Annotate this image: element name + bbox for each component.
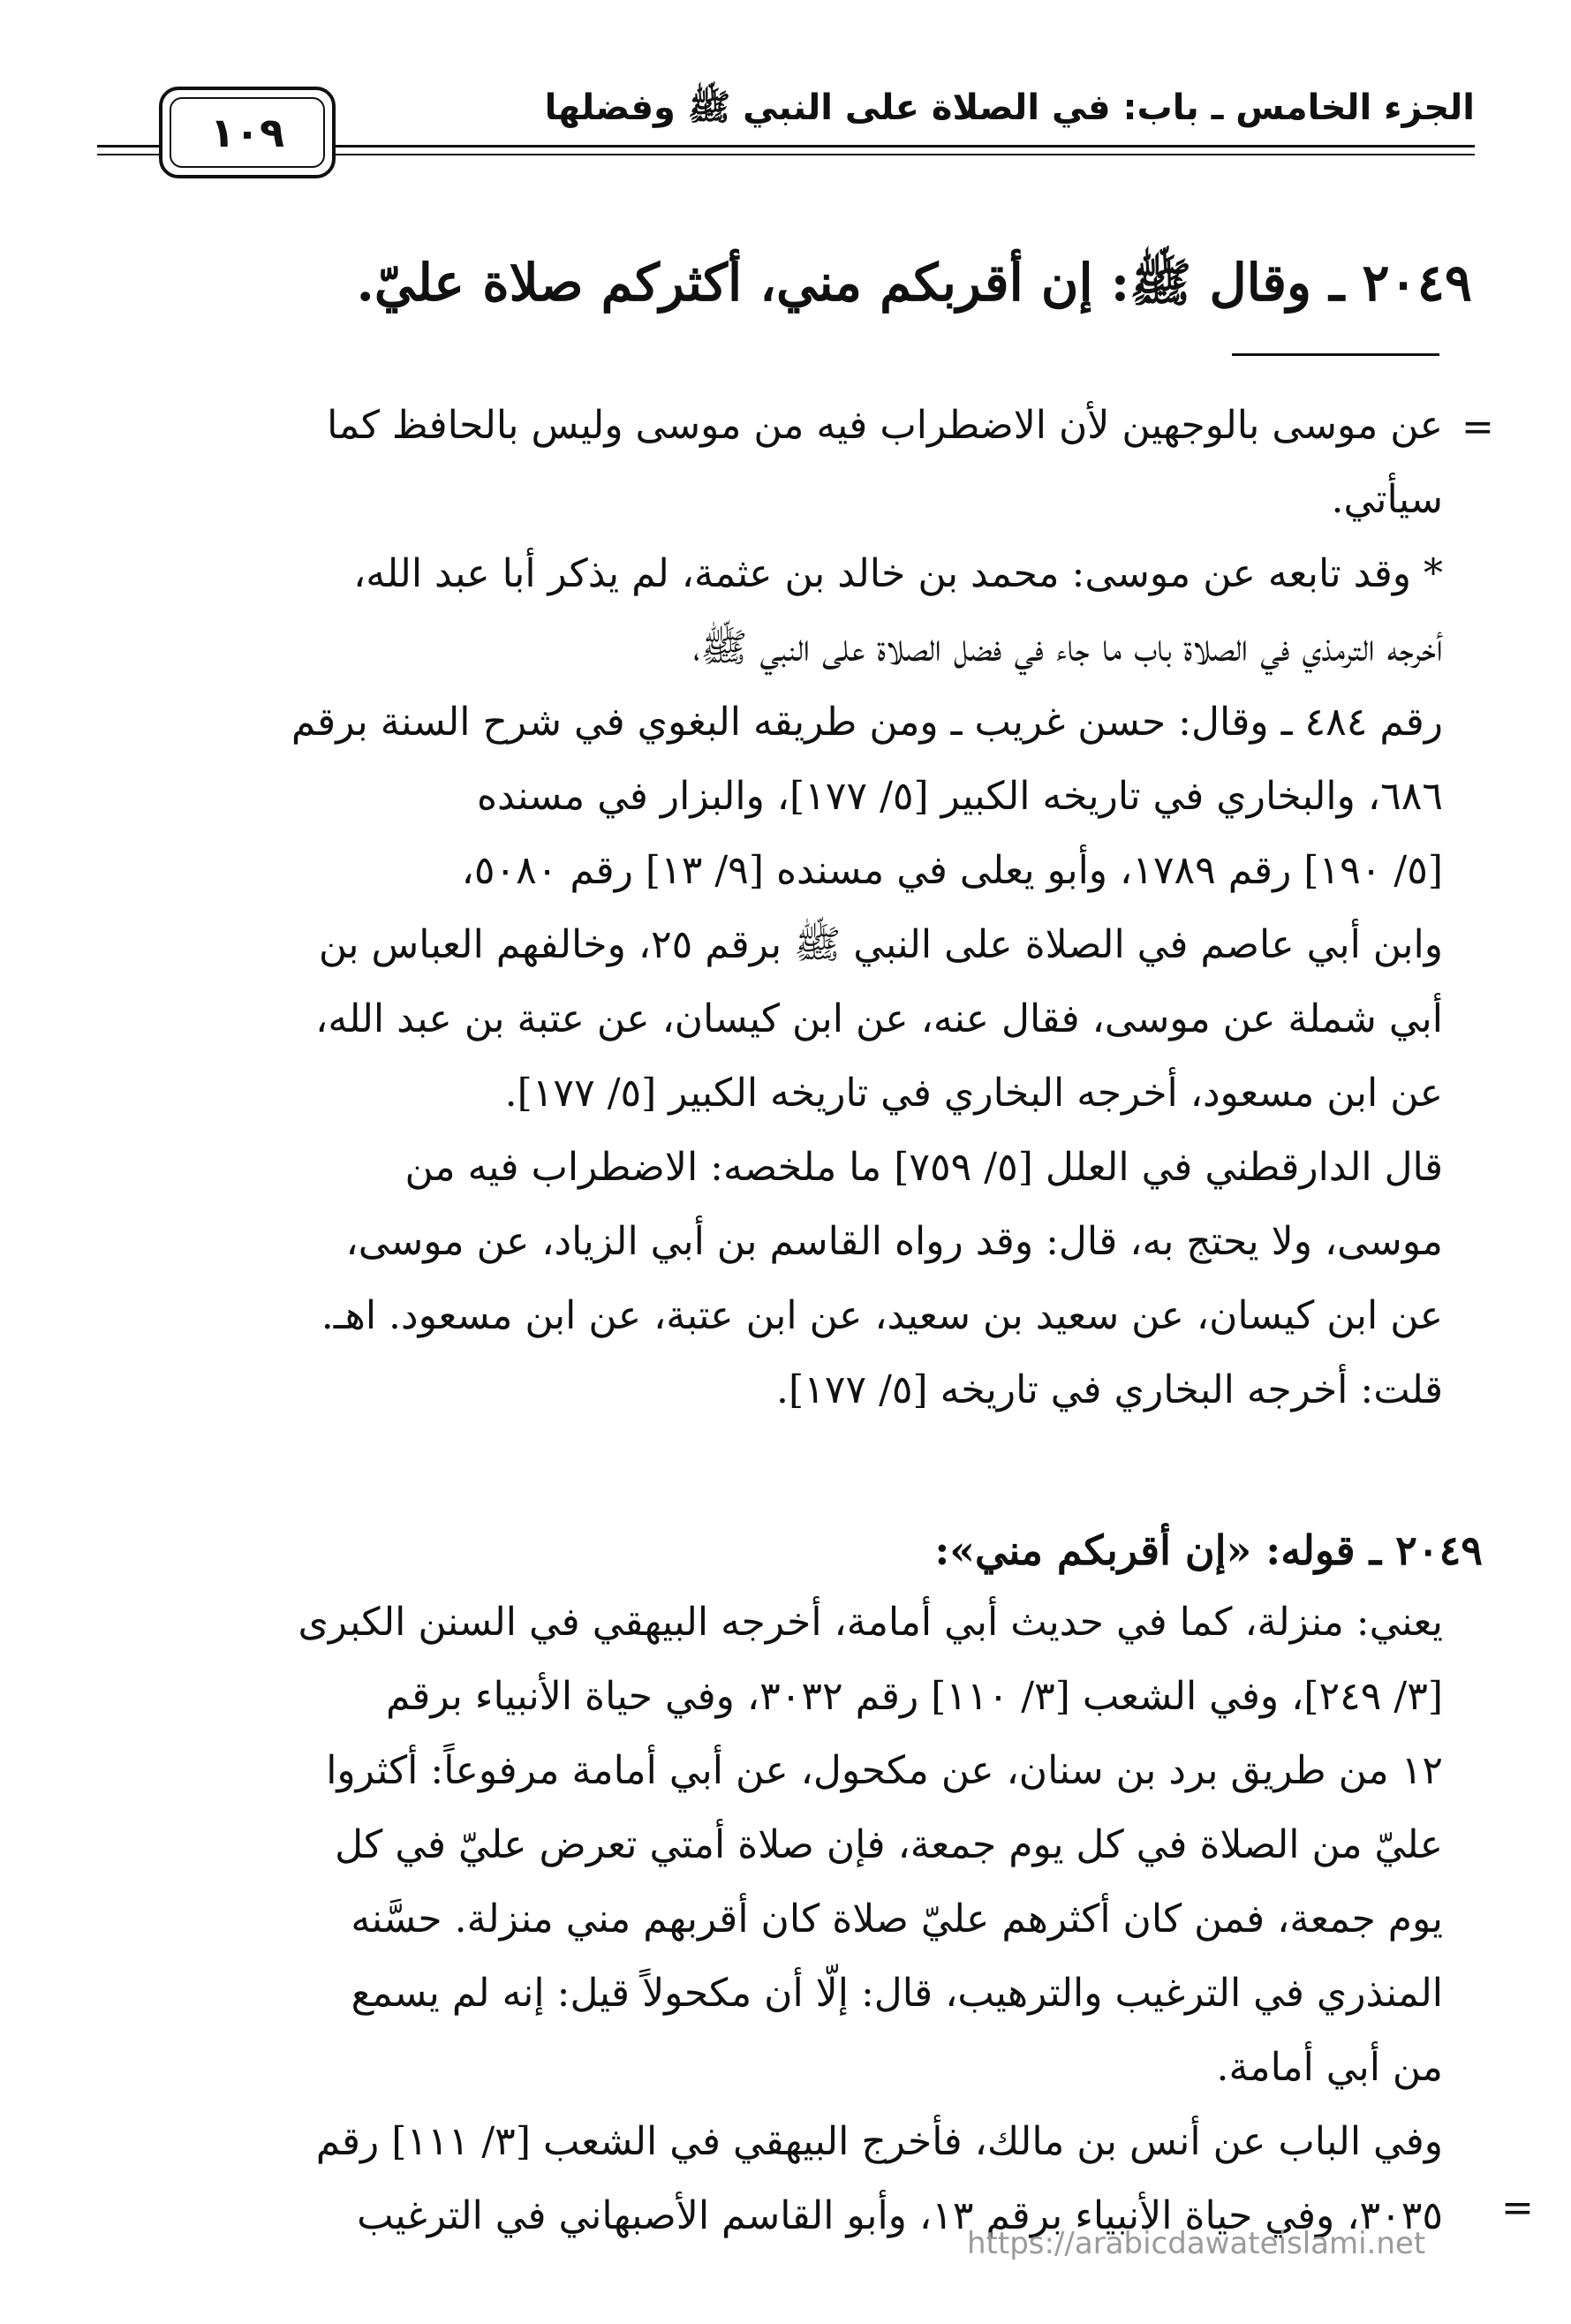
footnote-line: عن موسى بالوجهين لأن الاضطراب فيه من موسى وليس بالحافظ كما (327, 403, 1443, 448)
commentary-block (215, 1586, 1443, 2253)
commentary-line: من أبي أمامة. (1216, 2045, 1443, 2090)
header-rule-upper (256, 145, 1475, 148)
footnote-line: موسى، ولا يحتج به، قال: وقد رواه القاسم بن أبي الزياد، عن موسى، (345, 1219, 1443, 1264)
commentary-line: يوم جمعة، فمن كان أكثرهم عليّ صلاة كان أقربهم مني منزلة. حسَّنه (351, 1896, 1443, 1942)
continuation-mark-bottom: = (1501, 2185, 1534, 2230)
footnote-line: رقم ٤٨٤ ـ وقال: حسن غريب ـ ومن طريقه البغوي في شرح السنة برقم (291, 700, 1443, 745)
commentary-line: المنذري في الترغيب والترهيب، قال: إلّا أن مكحولاً قيل: إنه لم يسمع (351, 1971, 1443, 2016)
page-number-frame (159, 87, 336, 178)
commentary-line: وفي الباب عن أنس بن مالك، فأخرج البيهقي في الشعب [٣/ ١١١] رقم (315, 2119, 1443, 2164)
commentary-line: يعني: منزلة، كما في حديث أبي أمامة، أخرجه البيهقي في السنن الكبرى (298, 1600, 1443, 1645)
running-title: الجزء الخامس ـ باب: في الصلاة على النبي ﷺ وفضلها (544, 87, 1475, 128)
header-rule-lower (256, 154, 1475, 155)
footnote-line: عن ابن كيسان، عن سعيد بن سعيد، عن ابن عتبة، عن ابن مسعود. اهـ. (321, 1293, 1443, 1338)
footnote-line: * وقد تابعه عن موسى: محمد بن خالد بن عثمة، لم يذكر أبا عبد الله، (353, 551, 1443, 596)
footnotes-block (215, 389, 1443, 1427)
hadith-text: ٢٠٤٩ ـ وقال ﷺ: إن أقربكم مني، أكثركم صلاة عليّ. (356, 253, 1472, 313)
footnote-line: ٦٨٦، والبخاري في تاريخه الكبير [٥/ ١٧٧]، والبزار في مسنده (476, 774, 1443, 819)
footnote-separator (1232, 353, 1439, 356)
footnote-line: وابن أبي عاصم في الصلاة على النبي ﷺ برقم ٢٥، وخالفهم العباس بن (318, 922, 1443, 967)
footnote-line: عن ابن مسعود، أخرجه البخاري في تاريخه الكبير [٥/ ١٧٧]. (504, 1071, 1443, 1116)
commentary-heading: ٢٠٤٩ ـ قوله: «إن أقربكم مني»: (934, 1526, 1483, 1574)
commentary-line: عليّ من الصلاة في كل يوم جمعة، فإن صلاة أمتي تعرض عليّ في كل (335, 1822, 1443, 1867)
header-rule-left-lower (97, 154, 159, 155)
footnote-line: [٥/ ١٩٠] رقم ١٧٨٩، وأبو يعلى في مسنده [٩/ ١٣] رقم ٥٠٨٠، (461, 848, 1443, 893)
watermark-url: https://arabicdawateislami.net (967, 2226, 1426, 2261)
commentary-line: [٣/ ٢٤٩]، وفي الشعب [٣/ ١١٠] رقم ٣٠٣٢، وفي حياة الأنبياء برقم (386, 1674, 1443, 1719)
footnote-line: قال الدارقطني في العلل [٥/ ٧٥٩] ما ملخصه: الاضطراب فيه من (404, 1145, 1443, 1190)
footnote-line: أبي شملة عن موسى، فقال عنه، عن ابن كيسان، عن عتبة بن عبد الله، (315, 996, 1443, 1041)
commentary-line: ١٢ من طريق برد بن سنان، عن مكحول، عن أبي أمامة مرفوعاً: أكثروا (326, 1748, 1443, 1793)
footnote-line: قلت: أخرجه البخاري في تاريخه [٥/ ١٧٧]. (776, 1367, 1443, 1412)
footnote-line: أخرجه الترمذي في الصلاة باب ما جاء في فضل الصلاة على النبي ﷺ، (692, 625, 1443, 670)
page-header (97, 81, 1475, 187)
commentary-line: ٣٠٣٥، وفي حياة الأنبياء برقم ١٣، وأبو القاسم الأصبهاني في الترغيب (357, 2193, 1443, 2238)
continuation-mark-top: = (1461, 405, 1494, 450)
header-rule-left-upper (97, 145, 159, 148)
footnote-line: سيأتي. (1331, 477, 1443, 522)
page-number: ١٠٩ (170, 97, 325, 168)
